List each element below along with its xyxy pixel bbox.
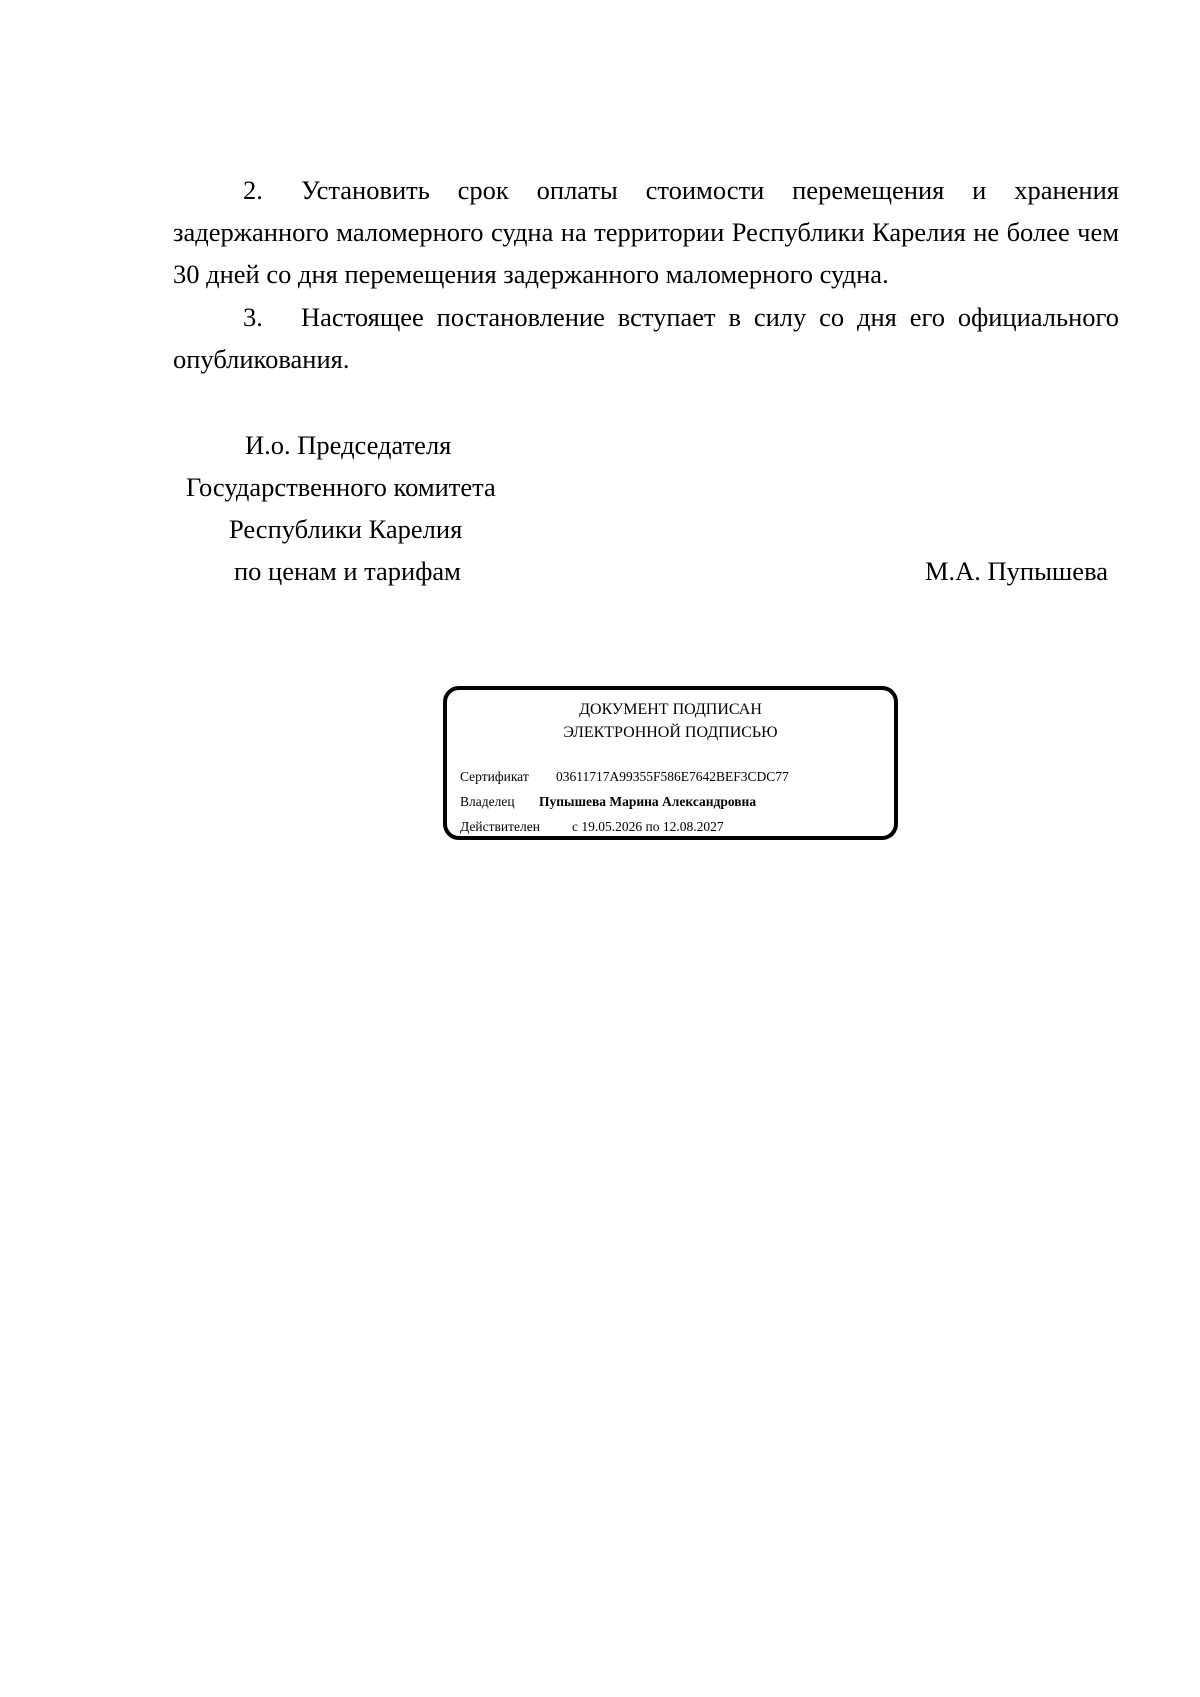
e-signature-stamp <box>443 686 898 840</box>
stamp-title: ДОКУМЕНТ ПОДПИСАН <box>579 701 762 718</box>
paragraph-3 <box>173 296 1119 380</box>
owner-label: Владелец <box>460 794 515 809</box>
stamp-subtitle: ЭЛЕКТРОННОЙ ПОДПИСЬЮ <box>563 724 778 741</box>
paragraph-2 <box>173 169 1119 295</box>
certificate-value: 03611717A99355F586E7642BEF3CDC77 <box>556 769 789 784</box>
signatory-title-line: Государственного комитета <box>186 472 496 502</box>
signatory-title-line: И.о. Председателя <box>245 430 452 460</box>
signatory-title-line: по ценам и тарифам <box>234 556 461 586</box>
validity-value: с 19.05.2026 по 12.08.2027 <box>572 819 724 834</box>
paragraph-text: Настоящее постановление вступает в силу со дня его официального опубликования. <box>173 302 1119 374</box>
paragraph-number: 2. <box>243 175 263 205</box>
signatory-title-line: Республики Карелия <box>229 514 463 544</box>
paragraph-number: 3. <box>243 302 263 332</box>
signer-name: М.А. Пупышева <box>924 556 1108 586</box>
validity-label: Действителен <box>460 819 540 834</box>
certificate-label: Сертификат <box>460 769 529 784</box>
owner-value: Пупышева Марина Александровна <box>539 794 757 809</box>
paragraph-text: Установить срок оплаты стоимости перемещения и хранения задержанного маломерного судна на территории Республики Карелия не более чем 30 дней со дня перемещения задержанного маломерного судна. <box>173 175 1119 289</box>
